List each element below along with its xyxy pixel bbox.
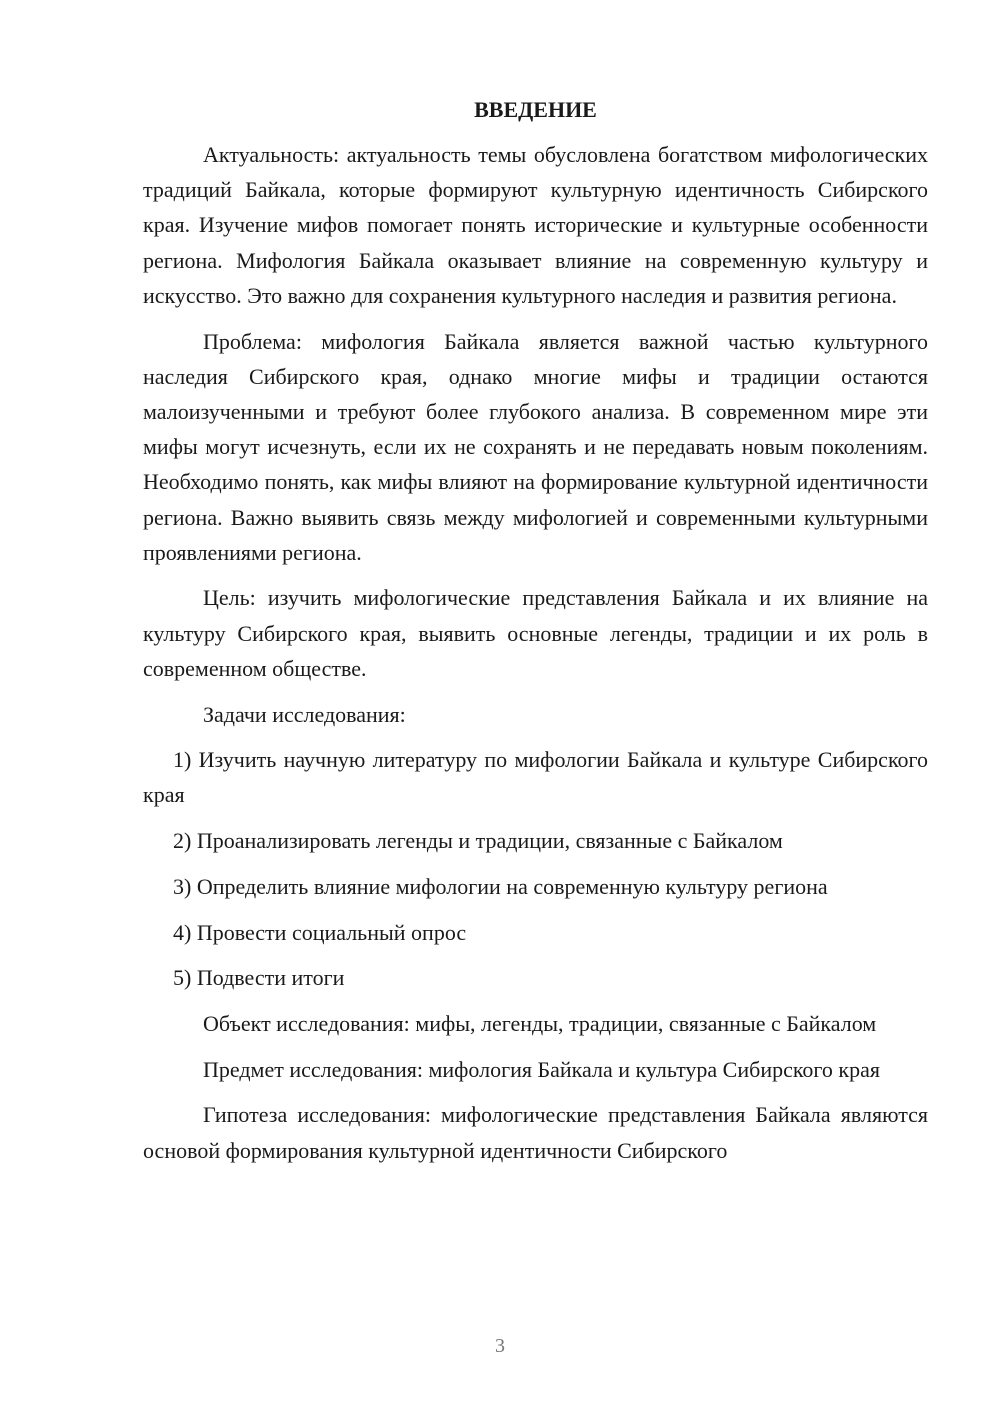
task-item-2: 2) Проанализировать легенды и традиции, связанные с Байкалом [173,828,783,854]
task-item-5: 5) Подвести итоги [173,965,345,991]
page-number: 3 [495,1335,505,1357]
paragraph-hypothesis: Гипотеза исследования: мифологические представления Байкала являются основой формирования культурной идентичности Сибирского [143,1102,928,1163]
task-item-3: 3) Определить влияние мифологии на современную культуру региона [173,873,828,899]
paragraph-problem: Проблема: мифология Байкала является важной частью культурного наследия Сибирского края, однако многие мифы и традиции остаются малоизученными и требуют более глубокого анализа. В современном мире эти мифы могут исчезнуть, если их не сохранять и не передавать новым поколениям. Необходимо понять, как мифы влияют на формирование культурной идентичности региона. Важно выявить связь между мифологией и современными культурными проявлениями региона. [143,328,928,565]
task-item-4: 4) Провести социальный опрос [173,919,467,945]
section-title: ВВЕДЕНИЕ [474,97,597,122]
paragraph-object: Объект исследования: мифы, легенды, традиции, связанные с Байкалом [203,1010,877,1036]
paragraph-relevance: Актуальность: актуальность темы обусловлена богатством мифологических традиций Байкала, которые формируют культурную идентичность Сибирского края. Изучение мифов помогает понять исторические и культурные особенности региона. Мифология Байкала оказывает влияние на современную культуру и искусство. Это важно для сохранения культурного наследия и развития региона. [143,142,928,308]
paragraph-subject: Предмет исследования: мифология Байкала и культура Сибирского края [203,1056,880,1082]
paragraph-goal: Цель: изучить мифологические представления Байкала и их влияние на культуру Сибирского края, выявить основные легенды, традиции и их роль в современном обществе. [143,585,928,681]
tasks-heading: Задачи исследования: [203,701,406,727]
page-content [143,92,928,1178]
task-item-1: 1) Изучить научную литературу по мифологии Байкала и культуре Сибирского края [143,747,928,808]
